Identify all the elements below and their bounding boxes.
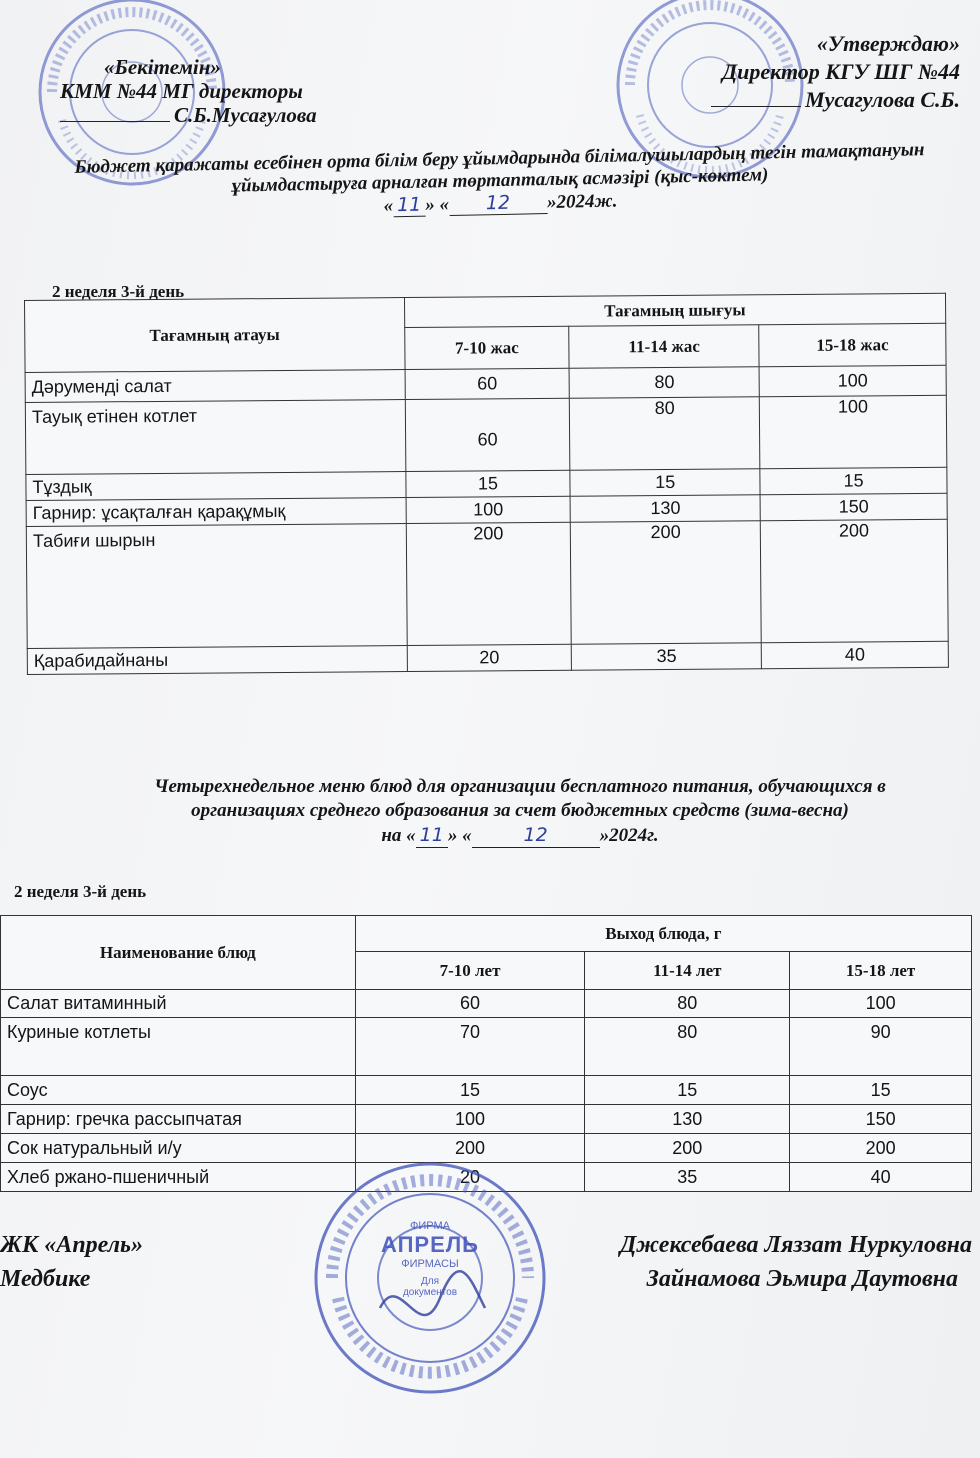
title-kk <box>59 139 940 224</box>
signature-line-ru <box>711 106 801 107</box>
column-header-group: Выход блюда, г <box>355 916 971 952</box>
portion-value: 130 <box>570 495 760 522</box>
column-header-name: Наименование блюд <box>1 916 356 990</box>
column-header-age: 15-18 лет <box>790 952 972 990</box>
approval-ru-heading: «Утверждаю» <box>816 31 960 56</box>
footer-signer-2: Зайнамова Эьмира Даутовна <box>646 1266 958 1292</box>
portion-value: 40 <box>790 1163 972 1192</box>
portion-value: 200 <box>585 1134 790 1163</box>
date-day-handwritten: 11 <box>416 823 448 848</box>
dish-name: Тұздық <box>26 472 406 501</box>
date-separator: » « <box>447 825 472 846</box>
date-day-handwritten: 11 <box>393 194 426 218</box>
portion-value: 15 <box>585 1076 790 1105</box>
menu-table-ru <box>0 915 972 1192</box>
portion-value: 60 <box>355 990 585 1018</box>
portion-value: 150 <box>760 493 947 520</box>
column-header-age: 7-10 лет <box>355 952 585 990</box>
stamp-text: АПРЕЛЬ <box>380 1232 479 1257</box>
footer-role: Медбике <box>0 1266 91 1292</box>
approval-kk-position: КММ №44 МГ директоры <box>60 79 303 103</box>
dish-name: Тауық етінен котлет <box>25 400 405 475</box>
title-ru <box>40 775 980 848</box>
table-row <box>1 1105 972 1134</box>
portion-value: 200 <box>355 1134 585 1163</box>
title-kk-text: Бюджет қаражаты есебінен орта білім беру ұйымдарында білімалушылардың тегін тамақтануын ұйымдастыруға арналған төртапталық асмәзірі (қыс-көктем) <box>74 139 925 197</box>
column-header-age: 11-14 жас <box>569 325 759 368</box>
approval-ru-name: Мусагулова С.Б. <box>805 87 960 112</box>
portion-value: 15 <box>570 469 760 496</box>
menu-table-kk <box>24 293 949 675</box>
footer-signer-1: Джексебаева Ляззат Нуркуловна <box>619 1232 972 1258</box>
portion-value: 20 <box>407 644 572 671</box>
approval-kk-heading: «Бекітемін» <box>104 55 221 79</box>
title-ru-line1: Четырехнедельное меню блюд для организации бесплатного питания, обучающихся в <box>154 776 886 797</box>
portion-value: 35 <box>572 643 762 670</box>
approval-ru <box>711 30 960 114</box>
signature-line-kk <box>60 121 170 122</box>
date-prefix: на « <box>381 825 416 846</box>
column-header-name: Тағамның атауы <box>25 298 405 373</box>
stamp-text: Для <box>420 1276 440 1287</box>
company-stamp <box>310 1158 550 1398</box>
stamp-text: документов <box>402 1287 458 1298</box>
portion-value: 20 <box>355 1163 585 1192</box>
date-month-handwritten: 12 <box>449 191 547 216</box>
portion-value: 60 <box>405 368 570 399</box>
portion-value: 100 <box>406 496 571 523</box>
portion-value: 15 <box>405 470 570 497</box>
column-header-group: Тағамның шығуы <box>404 293 946 327</box>
portion-value: 200 <box>406 522 572 645</box>
portion-value: 60 <box>405 398 570 471</box>
stamp-rings <box>310 1158 550 1398</box>
footer-company: ЖК «Апрель» <box>0 1232 144 1258</box>
title-ru-date <box>40 823 980 848</box>
portion-value: 80 <box>570 397 760 470</box>
portion-value: 80 <box>585 990 790 1018</box>
stamp-text: ФИРМА <box>410 1220 450 1232</box>
title-ru-line2: организациях среднего образования за счет бюджетных средств (зима-весна) <box>191 800 849 821</box>
portion-value: 40 <box>761 641 948 668</box>
footer-right <box>620 1228 972 1296</box>
portion-value: 80 <box>585 1018 790 1076</box>
footer-left <box>0 1228 143 1296</box>
date-prefix: « <box>383 195 394 217</box>
approval-ru-position: Директор КГУ ШГ №44 <box>722 59 960 84</box>
week-label-ru: 2 неделя 3-й день <box>14 882 147 901</box>
portion-value: 100 <box>759 365 946 396</box>
portion-value: 130 <box>585 1105 790 1134</box>
portion-value: 35 <box>585 1163 790 1192</box>
dish-name: Қарабидайнаны <box>27 646 407 675</box>
portion-value: 15 <box>790 1076 972 1105</box>
portion-value: 100 <box>759 395 946 468</box>
portion-value: 150 <box>790 1105 972 1134</box>
dish-name: Куриные котлеты <box>1 1018 356 1076</box>
dish-name: Гарнир: ұсақталған қарақұмық <box>26 498 406 527</box>
portion-value: 90 <box>790 1018 972 1076</box>
date-separator: » « <box>425 194 450 216</box>
column-header-age: 15-18 жас <box>759 323 946 366</box>
dish-name: Сок натуральный и/у <box>1 1134 356 1163</box>
dish-name: Салат витаминный <box>1 990 356 1018</box>
column-header-age: 7-10 жас <box>404 326 569 369</box>
column-header-age: 11-14 лет <box>585 952 790 990</box>
table-row <box>25 395 947 474</box>
table-row <box>1 1163 972 1192</box>
portion-value: 80 <box>569 367 759 398</box>
portion-value: 100 <box>355 1105 585 1134</box>
portion-value: 15 <box>760 467 947 494</box>
dish-name: Табиғи шырын <box>26 524 407 649</box>
week-label-kk: 2 неделя 3-й день <box>52 282 185 301</box>
portion-value: 100 <box>790 990 972 1018</box>
portion-value: 70 <box>355 1018 585 1076</box>
date-month-handwritten: 12 <box>472 823 600 848</box>
dish-name: Дәруменді салат <box>25 370 405 403</box>
portion-value: 200 <box>571 521 762 644</box>
portion-value: 200 <box>790 1134 972 1163</box>
table-row <box>1 1076 972 1105</box>
portion-value: 15 <box>355 1076 585 1105</box>
dish-name: Хлеб ржано-пшеничный <box>1 1163 356 1192</box>
stamp-text: ФИРМАСЫ <box>401 1258 459 1270</box>
table-row <box>1 1134 972 1163</box>
table-row <box>1 1018 972 1076</box>
date-suffix: »2024ж. <box>546 190 618 214</box>
table-row <box>26 519 948 648</box>
dish-name: Гарнир: гречка рассыпчатая <box>1 1105 356 1134</box>
table-row <box>1 990 972 1018</box>
portion-value: 200 <box>760 519 948 642</box>
approval-kk-name: С.Б.Мусағулова <box>174 103 317 127</box>
approval-kk <box>60 55 317 127</box>
date-suffix: »2024г. <box>599 825 659 846</box>
dish-name: Соус <box>1 1076 356 1105</box>
